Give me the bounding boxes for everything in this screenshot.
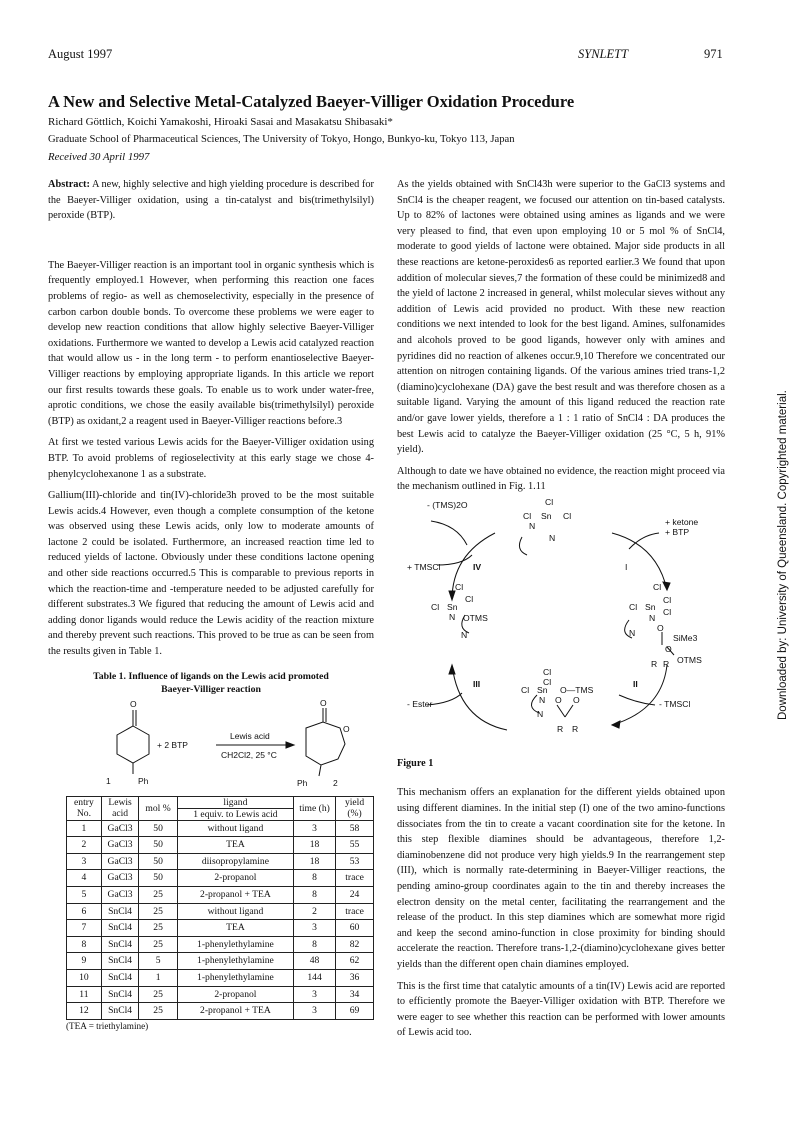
- header-ligand: [177, 796, 293, 820]
- right-column: [397, 177, 725, 1047]
- label-ketone: + ketone: [665, 516, 699, 527]
- cell-yield: 58: [336, 820, 374, 837]
- reaction-scheme: [48, 698, 374, 790]
- diamine-ring: [519, 537, 527, 555]
- atom-cl: Cl: [563, 510, 572, 521]
- side-arrow: [437, 555, 472, 565]
- header-date: August 1997: [48, 47, 113, 61]
- cell-entry: 9: [67, 953, 102, 970]
- oxygen-label: O: [343, 723, 350, 734]
- atom-cl: Cl: [545, 496, 554, 507]
- cell-lewis-acid: SnCl4: [101, 986, 139, 1003]
- abstract-label: Abstract:: [48, 179, 90, 190]
- cell-lewis-acid: SnCl4: [101, 903, 139, 920]
- label-tmscl-add: + TMSCl: [407, 561, 441, 572]
- header-lewis-acid: Lewis acid: [101, 796, 139, 820]
- table-row: [67, 936, 374, 953]
- cell-ligand: diisopropylamine: [177, 853, 293, 870]
- abstract: [48, 177, 374, 224]
- arrowhead: [286, 742, 294, 748]
- header-entry: entry No.: [67, 796, 102, 820]
- cell-time: 18: [293, 837, 335, 854]
- abstract-text: A new, highly selective and high yielding procedure is described for the Baeyer-Villiger oxidation, using a tin-catalyst and bis(trimethylsilyl) peroxide (BTP).: [48, 179, 374, 222]
- cell-mol-percent: 25: [139, 920, 178, 937]
- download-watermark: Downloaded by: University of Queensland. Copyrighted material.: [777, 390, 789, 720]
- cell-time: 3: [293, 1003, 335, 1020]
- atom-n: N: [461, 629, 468, 640]
- table-row: [67, 887, 374, 904]
- cell-ligand: 2-propanol + TEA: [177, 1003, 293, 1020]
- cell-lewis-acid: SnCl4: [101, 953, 139, 970]
- cell-ligand: TEA: [177, 920, 293, 937]
- atom-n: N: [549, 532, 556, 543]
- body-paragraph: This is the first time that catalytic amounts of a tin(IV) Lewis acid are reported to efficiently promote the Baeyer-Villiger oxidation with BTP. Therefore we were eager to see whether this reaction can be performed with lower amounts of Lewis acid too.: [397, 980, 725, 1039]
- cell-lewis-acid: SnCl4: [101, 969, 139, 986]
- cell-time: 3: [293, 986, 335, 1003]
- cell-lewis-acid: SnCl4: [101, 1003, 139, 1020]
- table-row: [67, 820, 374, 837]
- cell-yield: 82: [336, 936, 374, 953]
- table1: [66, 796, 374, 1020]
- cell-yield: 60: [336, 920, 374, 937]
- table-row: [67, 1003, 374, 1020]
- cell-ligand: TEA: [177, 837, 293, 854]
- article-affiliation: Graduate School of Pharmaceutical Sciences, The University of Tokyo, Hongo, Bunkyo-ku, Tokyo 113, Japan: [48, 134, 515, 145]
- cell-time: 3: [293, 820, 335, 837]
- label-btp: + BTP: [665, 526, 690, 537]
- atom-o: O: [573, 694, 580, 705]
- header-time: time (h): [293, 796, 335, 820]
- cell-yield: 69: [336, 1003, 374, 1020]
- phenyl-label: Ph: [138, 775, 149, 786]
- oxygen-label: O: [320, 697, 327, 708]
- cell-lewis-acid: GaCl3: [101, 870, 139, 887]
- body-paragraph: The Baeyer-Villiger reaction is an important tool in organic synthesis which is frequently employed.1 However, when performing this reaction one faces problems of regio- as well as chemoselectivity, especially in the presence of carbon carbon double bonds. To overcome these problems we were eager to develop new reaction conditions that allow highly selective Baeyer-Villiger oxidations. Furthermore we wanted to develop a Lewis acid catalyzed reaction that would allow us - in the long term - to perform enantioselective Baeyer-Villiger reactions by employing appropriate ligands. In this article we report our first results towards these goals. To enable us to work under water-free, aprotic conditions, we chose the easily available bis(trimethylsilyl) peroxide (BTP) as oxidant,2 a reagent used in Baeyer-Villiger reactions before.3: [48, 259, 374, 427]
- cell-lewis-acid: GaCl3: [101, 853, 139, 870]
- header-ligand-label: ligand: [223, 796, 248, 808]
- cell-entry: 1: [67, 820, 102, 837]
- cell-mol-percent: 50: [139, 870, 178, 887]
- reagent-label: + 2 BTP: [157, 739, 188, 750]
- step-label-IV: IV: [473, 561, 482, 572]
- cell-ligand: 2-propanol: [177, 870, 293, 887]
- cell-yield: 36: [336, 969, 374, 986]
- table-row: [67, 837, 374, 854]
- cell-entry: 3: [67, 853, 102, 870]
- atom-n: N: [537, 708, 544, 719]
- atom-cl: Cl: [465, 593, 474, 604]
- cell-entry: 6: [67, 903, 102, 920]
- cell-ligand: 1-phenylethylamine: [177, 953, 293, 970]
- article-authors: Richard Göttlich, Koichi Yamakoshi, Hiroaki Sasai and Masakatsu Shibasaki*: [48, 116, 393, 128]
- atom-r: R: [572, 723, 579, 734]
- cell-lewis-acid: GaCl3: [101, 820, 139, 837]
- atom-cl: Cl: [455, 581, 464, 592]
- cell-yield: 34: [336, 986, 374, 1003]
- body-paragraph: As the yields obtained with SnCl43h were superior to the GaCl3 systems and SnCl4 is the cheaper reagent, we focused our attention on tin-based catalysts. Up to 82% of lactones were obtained using amines as ligands and we were very pleased to find, that even upon employing 10 or 5 mol % of SnCl4, moderate to good yields of lactone were obtained. Major side products in all these reactions are ketone-peroxides6 as reported earlier.3 We found that upon addition of molecular sieves,7 the formation of these could be minimized8 and the yield of lactone 2 increased in general, whilst molecular sieves without any addition of Lewis acid provided no product. With these new reaction conditions we next intended to look for the best ligand. Amines, sulfonamides and alcohols proved to be good ligands, however only with amines and pyridines did no reaction of alkenes occur.9,10 Therefore we concentrated our attention on nitrogen containing ligands. Of the various amines tried trans-1,2 (diamino)cyclohexane (DA) gave the best result and was therefore chosen as a suitable ligand. Varying the amount of this ligand reduced the reaction rate and/or gave lower yields, therefore a 1 : 1 ratio of SnCl4 : DA produces the best Lewis acid to catalyze the Baeyer-Villiger oxidation (25 °C, 5 h, 91% yield).: [397, 179, 725, 456]
- atom-r: R: [651, 658, 658, 669]
- cell-ligand: 2-propanol: [177, 986, 293, 1003]
- label-tmscl-remove: - TMSCl: [659, 698, 691, 709]
- atom-cl: Cl: [521, 684, 530, 695]
- article-title: A New and Selective Metal-Catalyzed Baeyer-Villiger Oxidation Procedure: [48, 92, 575, 111]
- label-otms: OTMS: [463, 612, 488, 623]
- cell-lewis-acid: GaCl3: [101, 837, 139, 854]
- atom-r: R: [663, 658, 670, 669]
- label-tms2o: - (TMS)2O: [427, 499, 468, 510]
- side-arrow: [431, 521, 467, 545]
- header-mol-percent: mol %: [139, 796, 178, 820]
- table-row: [67, 920, 374, 937]
- cell-lewis-acid: GaCl3: [101, 887, 139, 904]
- atom-sn: Sn: [537, 684, 548, 695]
- figure1-mechanism: [397, 495, 725, 750]
- cell-mol-percent: 50: [139, 837, 178, 854]
- label-o-tms: O—TMS: [560, 684, 594, 695]
- cell-lewis-acid: SnCl4: [101, 936, 139, 953]
- cell-yield: trace: [336, 870, 374, 887]
- body-paragraph: At first we tested various Lewis acids for the Baeyer-Villiger oxidation using BTP. To avoid problems of regioselectivity at this early stage we chose 4-phenylcyclohexanone 1 as a substrate.: [48, 437, 374, 480]
- atom-cl: Cl: [629, 601, 638, 612]
- cell-time: 8: [293, 936, 335, 953]
- left-column: [48, 177, 374, 1032]
- body-paragraph: Gallium(III)-chloride and tin(IV)-chloride3h proved to be the most suitable Lewis acids.4 However, even though a complete consumption of the ketone was observed using these Lewis acids, only low to moderate amounts of lactone 2 could be isolated. Furthermore, an increased reaction time led to reduced yields of lactone. Obviously under these conditions lactone opening and other side reactions occurred.5 This is comparable to previous reports in which the reaction-time and -temperature needed to be adjusted carefully for different substrates.3 We figured that reducing the amount of Lewis acid and adding donor ligands would reduce the Lewis acidity of the reaction mixture and thereby prevent such reactions. This proved to be true as can be seen from the results given in Table 1.: [48, 490, 374, 658]
- table1-footnote: (TEA = triethylamine): [66, 1020, 149, 1031]
- table-row: [67, 853, 374, 870]
- cell-mol-percent: 25: [139, 903, 178, 920]
- cycle-arc: [612, 665, 667, 725]
- cell-entry: 7: [67, 920, 102, 937]
- atom-sn: Sn: [645, 601, 656, 612]
- arrowhead: [612, 721, 620, 728]
- table-row: [67, 969, 374, 986]
- cell-entry: 10: [67, 969, 102, 986]
- cell-yield: 62: [336, 953, 374, 970]
- atom-o: O: [555, 694, 562, 705]
- cell-time: 3: [293, 920, 335, 937]
- table1-caption-line: Table 1. Influence of ligands on the Lewis acid promoted: [93, 670, 329, 682]
- cell-mol-percent: 5: [139, 953, 178, 970]
- cell-ligand: 1-phenylethylamine: [177, 936, 293, 953]
- compound-label-1: 1: [106, 775, 111, 786]
- cell-yield: trace: [336, 903, 374, 920]
- cell-mol-percent: 25: [139, 936, 178, 953]
- cell-yield: 53: [336, 853, 374, 870]
- step-label-I: I: [625, 561, 628, 572]
- table-row: [67, 986, 374, 1003]
- arrowhead: [663, 582, 670, 590]
- arrowhead: [449, 665, 455, 674]
- atom-sn: Sn: [447, 601, 458, 612]
- bond: [565, 705, 573, 717]
- bond: [557, 705, 565, 717]
- cell-mol-percent: 25: [139, 1003, 178, 1020]
- cell-entry: 2: [67, 837, 102, 854]
- cell-entry: 4: [67, 870, 102, 887]
- table1-caption: [48, 670, 374, 696]
- step-label-II: II: [633, 678, 638, 689]
- atom-n: N: [529, 520, 536, 531]
- side-arrow: [629, 533, 659, 549]
- table-row: [67, 903, 374, 920]
- arrow-label-bottom: CH2Cl2, 25 °C: [221, 749, 277, 760]
- atom-o: O: [657, 622, 664, 633]
- cell-mol-percent: 25: [139, 887, 178, 904]
- cell-time: 18: [293, 853, 335, 870]
- arrow-label-top: Lewis acid: [230, 730, 270, 741]
- cell-time: 8: [293, 887, 335, 904]
- cell-mol-percent: 1: [139, 969, 178, 986]
- step-label-III: III: [473, 678, 481, 689]
- header-ligand-sub: 1 equiv. to Lewis acid: [178, 808, 293, 820]
- atom-o: O: [665, 643, 672, 654]
- cell-ligand: without ligand: [177, 820, 293, 837]
- cell-yield: 24: [336, 887, 374, 904]
- header-journal: SYNLETT: [578, 47, 629, 61]
- table1-caption-line: Baeyer-Villiger reaction: [161, 683, 261, 695]
- atom-cl: Cl: [653, 581, 662, 592]
- cell-lewis-acid: SnCl4: [101, 920, 139, 937]
- header-yield: yield (%): [336, 796, 374, 820]
- table-header-row: [67, 796, 374, 820]
- atom-cl: Cl: [431, 601, 440, 612]
- atom-cl: Cl: [663, 594, 672, 605]
- oxygen-label: O: [130, 698, 137, 709]
- body-paragraph: Although to date we have obtained no evidence, the reaction might proceed via the mechanism outlined in Fig. 1.11: [397, 465, 725, 493]
- atom-cl: Cl: [523, 510, 532, 521]
- cell-entry: 12: [67, 1003, 102, 1020]
- cell-yield: 55: [336, 837, 374, 854]
- cell-entry: 11: [67, 986, 102, 1003]
- cycle-arc: [452, 665, 507, 730]
- cell-entry: 8: [67, 936, 102, 953]
- atom-n: N: [449, 611, 456, 622]
- cell-time: 48: [293, 953, 335, 970]
- lactone-ring: [306, 722, 345, 765]
- article-received: Received 30 April 1997: [48, 151, 150, 163]
- label-sime3: SiMe3: [673, 632, 698, 643]
- atom-sn: Sn: [541, 510, 552, 521]
- cyclohexanone-ring: [117, 726, 149, 763]
- label-ester: - Ester: [407, 698, 433, 709]
- atom-n: N: [629, 627, 636, 638]
- atom-cl: Cl: [543, 676, 552, 687]
- cell-ligand: without ligand: [177, 903, 293, 920]
- label-otms: OTMS: [677, 654, 702, 665]
- table-row: [67, 953, 374, 970]
- atom-n: N: [539, 694, 546, 705]
- body-paragraph: This mechanism offers an explanation for the different yields obtained upon using different diamines. In the initial step (I) one of the two amino-functions dissociates from the tin to create a vacant coordination site for the ketone. In this step flexible diamines should be advantageous, therefore 1,2-diaminobenzene did not produce very high yields.9 In the rearrangement step (III), which is normally rate-determining in Baeyer-Villiger reactions, the pending amino-group coordinates again to the tin and thereby increases the electron density on the metal center, facilitating the rearrangement and the release of the product. In this step diamines which are somewhat more rigid and keep the second amino-function in close proximity for binding should accelerate the reaction. Therefore trans-1,2-(diamino)cyclohexane gives better yields than the different open chain diamines employed.: [397, 787, 725, 970]
- cell-ligand: 1-phenylethylamine: [177, 969, 293, 986]
- cell-mol-percent: 50: [139, 820, 178, 837]
- atom-cl: Cl: [663, 606, 672, 617]
- phenyl-bond: [319, 765, 321, 776]
- cell-entry: 5: [67, 887, 102, 904]
- atom-n: N: [649, 612, 656, 623]
- atom-r: R: [557, 723, 564, 734]
- arrowhead: [449, 591, 455, 600]
- compound-label-2: 2: [333, 777, 338, 788]
- cell-ligand: 2-propanol + TEA: [177, 887, 293, 904]
- figure1-caption: Figure 1: [397, 757, 434, 769]
- cell-time: 8: [293, 870, 335, 887]
- cell-time: 2: [293, 903, 335, 920]
- cell-mol-percent: 25: [139, 986, 178, 1003]
- cell-mol-percent: 50: [139, 853, 178, 870]
- header-page-number: 971: [704, 47, 723, 61]
- phenyl-label: Ph: [297, 777, 308, 788]
- cell-time: 144: [293, 969, 335, 986]
- atom-cl: Cl: [543, 666, 552, 677]
- table-row: [67, 870, 374, 887]
